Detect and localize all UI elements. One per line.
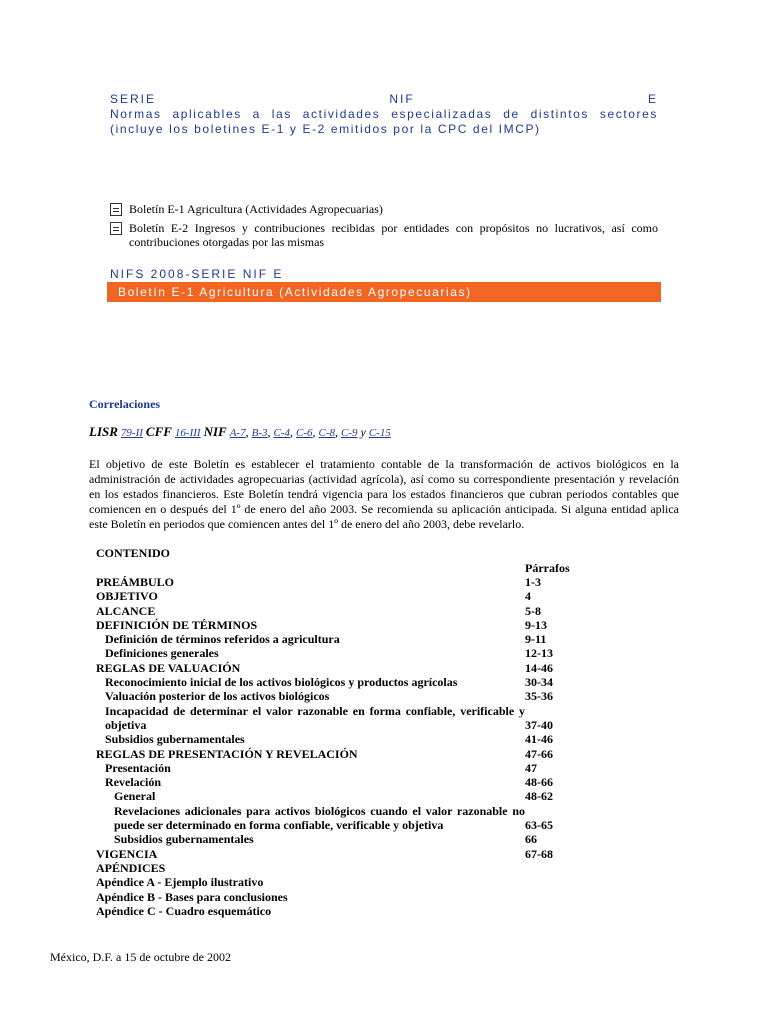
document-icon [110,203,122,216]
link-nif-c-15[interactable]: C-15 [368,427,391,439]
link-nif-a-7[interactable]: A-7 [229,427,246,439]
toc-row-label: Apéndice A - Ejemplo ilustrativo [96,875,264,890]
serie-letter: E [647,92,658,106]
separator-y: y [360,425,366,439]
toc-row-paragraphs [525,904,556,918]
nifs-series-title: NIFS 2008-SERIE NIF E [110,267,284,281]
toc-row-paragraphs: 47 [525,760,537,775]
toc-row-paragraphs [525,704,556,718]
toc-row-paragraphs: 9-13 [525,617,547,632]
toc-row-label: Definiciones generales [105,646,219,661]
toc-row [96,618,556,632]
lisr-label: LISR [89,424,118,439]
toc-row-label: REGLAS DE PRESENTACIÓN Y REVELACIÓN [96,746,358,761]
toc-row-label: Subsidios gubernamentales [105,732,245,747]
toc-row-paragraphs: 12-13 [525,646,553,661]
toc-paragraphs-header: Párrafos [525,561,570,575]
toc-row-paragraphs: 41-46 [525,732,553,747]
intro-paragraph: El objetivo de este Boletín es establecer el tratamiento contable de la transformación de activos biológicos en la administración de actividades agropecuarias (actividad agrícola), así como su correspondiente presentación y revelación en los estados financieros. Este Boletín tendrá vigencia para los estados financieros que cubran periodos contables que comiencen en o después del 1º de enero del año 2003. Se recomienda su aplicación anticipada. Si alguna entidad aplica este Boletín en periodos que comiencen antes del 1º de enero del año 2003, debe revelarlo. [89,457,679,531]
serie-header [110,92,658,106]
toc-row-label: Incapacidad de determinar el valor razonable en forma confiable, verificable y [105,703,525,718]
toc-row [96,646,556,660]
toc-row-paragraphs: 1-3 [525,575,541,589]
toc-row [96,689,556,703]
toc-row [96,661,556,675]
toc-row-paragraphs: 30-34 [525,675,553,690]
toc-row [96,732,556,746]
toc-row [96,675,556,689]
link-lisr-79-ii[interactable]: 79-II [120,427,143,439]
link-nif-c-9[interactable]: C-9 [340,427,358,439]
toc-row-label: Apéndice C - Cuadro esquemático [96,903,272,918]
toc-row-label: APÉNDICES [96,860,166,875]
toc-row-paragraphs [525,804,556,818]
toc-row [96,875,556,889]
toc-row [96,775,556,789]
cff-label: CFF [145,424,172,439]
toc-row-paragraphs [525,890,556,904]
toc-row-paragraphs: 14-46 [525,660,553,675]
toc-row [96,861,556,875]
serie-subdescription: (incluye los boletines E-1 y E-2 emitidos por la CPC del IMCP) [110,122,541,136]
serie-nif-label: NIF [389,92,415,106]
footer-date: México, D.F. a 15 de octubre de 2002 [50,950,231,964]
toc-row-paragraphs: 48-62 [525,789,553,804]
toc-row-label: ALCANCE [96,603,156,618]
toc-row-label: Revelación [105,775,161,790]
link-nif-b-3[interactable]: B-3 [251,427,268,439]
link-nif-c-8[interactable]: C-8 [318,427,335,439]
active-section-bar: Boletín E-1 Agricultura (Actividades Agropecuarias) [107,282,661,302]
toc-row-label: objetiva [105,717,147,732]
link-nif-c-6[interactable]: C-6 [295,427,313,439]
toc-row-paragraphs: 37-40 [525,717,553,732]
link-nif-c-4[interactable]: C-4 [273,427,290,439]
toc-row-label: OBJETIVO [96,589,158,604]
toc-row-label: Valuación posterior de los activos biológicos [105,689,330,704]
toc-title: CONTENIDO [96,546,171,560]
document-link-e1[interactable] [110,202,658,216]
toc-row-label: Revelaciones adicionales para activos biológicos cuando el valor razonable no [114,803,525,818]
toc-row-label: DEFINICIÓN DE TÉRMINOS [96,617,258,632]
toc-row-paragraphs: 67-68 [525,846,553,861]
serie-description: Normas aplicables a las actividades especializadas de distintos sectores [110,107,658,121]
toc-row [96,589,556,603]
toc-row-paragraphs: 4 [525,589,531,604]
document-icon [110,222,122,235]
document-link-e2[interactable] [110,221,658,249]
table-of-contents [96,575,556,918]
toc-row [96,847,556,861]
link-cff-16-iii[interactable]: 16-III [174,427,201,439]
toc-row [96,832,556,846]
toc-row-paragraphs [525,875,556,889]
toc-row [96,632,556,646]
toc-row-label: PREÁMBULO [96,575,174,589]
document-label: Boletín E-1 Agricultura (Actividades Agropecuarias) [129,202,383,216]
toc-row-paragraphs: 9-11 [525,632,547,647]
correlaciones-heading: Correlaciones [89,397,161,411]
toc-row-label: puede ser determinado en forma confiable, verificable y objetiva [114,818,444,833]
toc-row [96,904,556,918]
serie-label: SERIE [110,92,157,106]
toc-row [96,704,556,718]
toc-row-paragraphs: 63-65 [525,818,553,833]
toc-row [96,804,556,818]
toc-row-paragraphs: 5-8 [525,603,541,618]
toc-row-paragraphs: 35-36 [525,689,553,704]
toc-row-label: REGLAS DE VALUACIÓN [96,660,241,675]
document-label: Boletín E-2 Ingresos y contribuciones recibidas por entidades con propósitos no lucrativos, así como contribuciones otorgadas por las mismas [129,221,658,249]
toc-row [96,789,556,803]
toc-row [96,575,556,589]
toc-row-label: General [114,789,156,804]
toc-row-paragraphs: 48-66 [525,775,553,790]
toc-row [96,718,556,732]
toc-row-label: Subsidios gubernamentales [114,832,254,847]
toc-row-paragraphs [525,861,556,875]
toc-row-label: Definición de términos referidos a agricultura [105,632,340,647]
toc-row-label: Apéndice B - Bases para conclusiones [96,889,288,904]
toc-row [96,890,556,904]
toc-row [96,818,556,832]
correlation-references: LISR 79-II CFF 16-III NIF A-7, B-3, C-4, C-6, C-8, C-9 y C-15 [89,424,391,439]
nif-label: NIF [203,424,227,439]
toc-row-paragraphs: 66 [525,832,537,847]
toc-row [96,604,556,618]
toc-row [96,747,556,761]
toc-row-paragraphs: 47-66 [525,746,553,761]
toc-row [96,761,556,775]
toc-row-label: Presentación [105,760,171,775]
toc-row-label: VIGENCIA [96,846,158,861]
toc-row-label: Reconocimiento inicial de los activos biológicos y productos agrícolas [105,675,458,690]
